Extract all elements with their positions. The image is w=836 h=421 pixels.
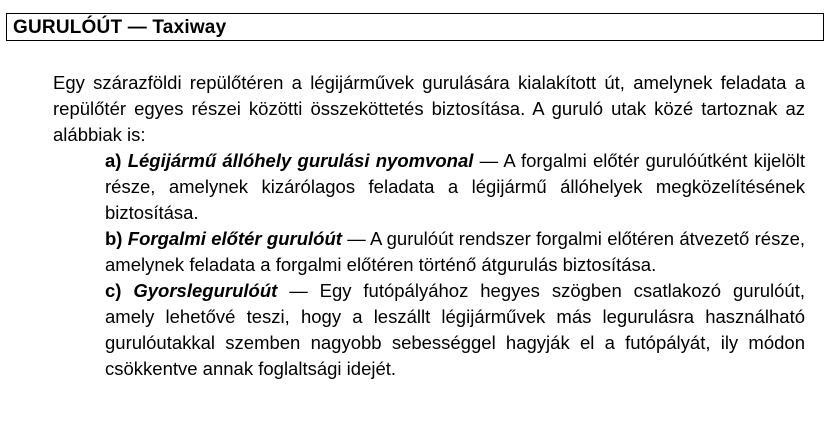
item-letter: a) [105, 150, 122, 171]
list-item [105, 278, 805, 382]
definition-text: Egy szárazföldi repülőtéren a légijárművek gurulására kialakított út, amelynek feladata a repülőtér egyes részei közötti összeköttetés biztosítása. A guruló utak közé tartoznak az alábbiak is: [53, 72, 805, 145]
item-letter: c) [105, 280, 122, 301]
definition-title-box [6, 13, 824, 41]
list-item [105, 148, 805, 226]
definition-title: GURULÓÚT — Taxiway [13, 17, 227, 38]
item-term: Légijármű állóhely gurulási nyomvonal [127, 150, 474, 171]
subtype-list [53, 148, 805, 382]
item-term: Forgalmi előtér gurulóút [127, 228, 342, 249]
item-letter: b) [105, 228, 123, 249]
item-text: — Egy futópályához hegyes szögben csatlakozó gurulóút, amely lehetővé teszi, hogy a leszállt légijárművek más legurulásra használható gurulóutakkal szemben nagyobb sebességgel hagyják el a futópályát, ily módon csökkentve annak foglaltsági idejét. [105, 280, 805, 379]
definition-body [53, 70, 805, 382]
item-text: — A forgalmi előtér gurulóútként kijelölt része, amelynek kizárólagos feladata a légijármű állóhelyek megközelítésének biztosítása. [105, 150, 805, 223]
item-term: Gyorslegurulóút [133, 280, 278, 301]
list-item [105, 226, 805, 278]
item-text: — A gurulóút rendszer forgalmi előtéren átvezető része, amelynek feladata a forgalmi előtéren történő átgurulás biztosítása. [105, 228, 805, 275]
